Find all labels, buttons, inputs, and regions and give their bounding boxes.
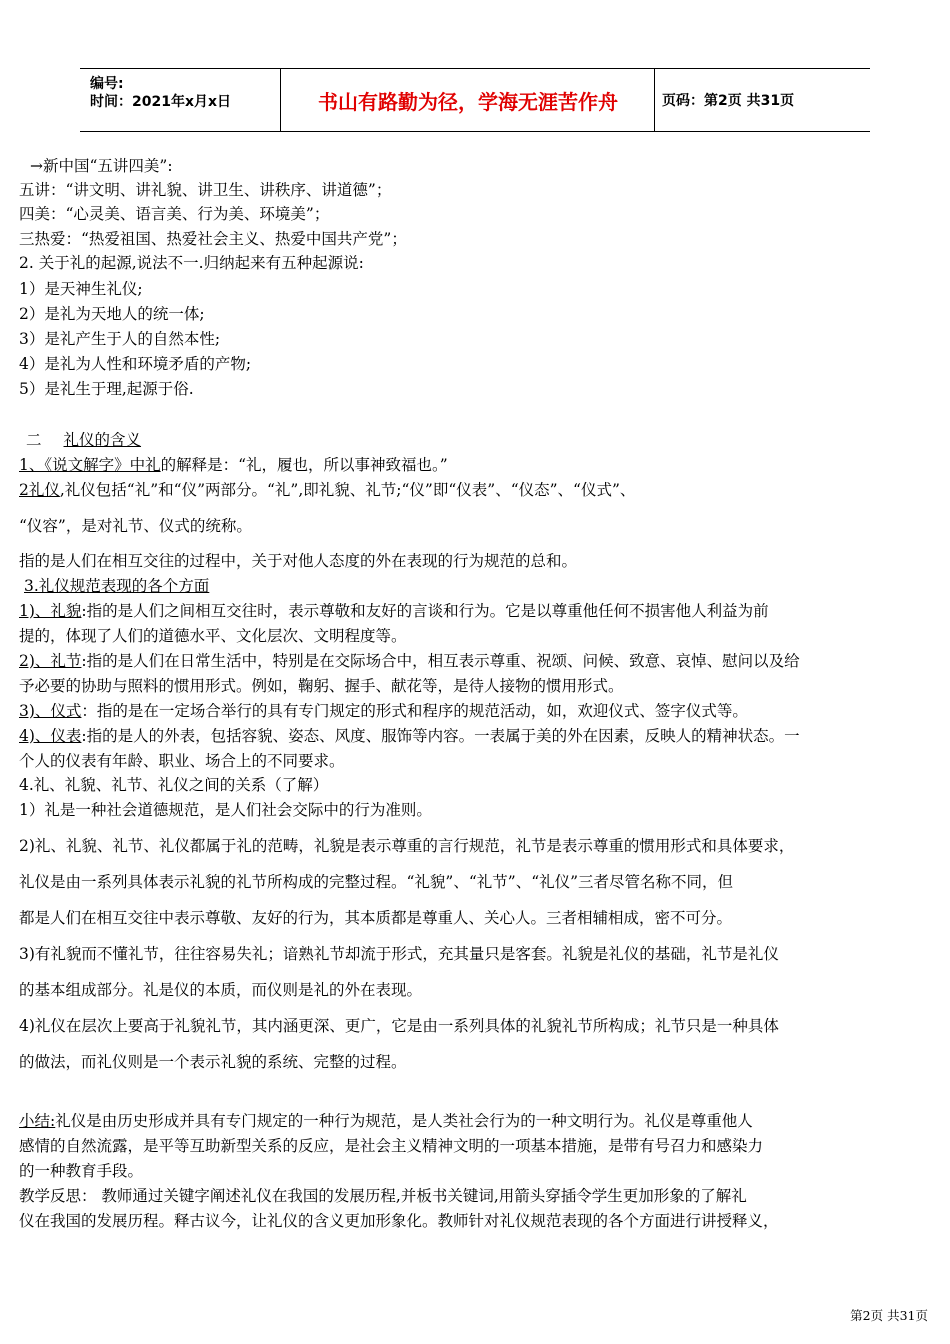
section-4-heading: 4.礼、礼貌、礼节、礼仪之间的关系（了解） (19, 776, 329, 794)
definition-2-label: 2礼仪 (19, 481, 60, 499)
aspect-courtesy (19, 601, 769, 621)
section-3-heading: 3.礼仪规范表现的各个方面 (24, 577, 210, 595)
aspect-ceremony-text: ：指的是在一定场合举行的具有专门规定的形式和程序的规范活动，如，欢迎仪式、签字仪式等。 (81, 702, 748, 720)
line-new-china: →新中国“五讲四美”: (30, 157, 173, 175)
number-label: 编号: (90, 76, 124, 92)
relation-3: 3)有礼貌而不懂礼节，往往容易失礼；谙熟礼节却流于形式，充其量只是客套。礼貌是礼仪的基础，礼节是礼仪 (19, 945, 779, 963)
section-2-heading (26, 430, 141, 450)
summary-label: 小结: (19, 1112, 56, 1130)
section-2-number: 二 (26, 431, 42, 449)
aspect-courtesy-cont: 提的，体现了人们的道德水平、文化层次、文明程度等。 (19, 627, 407, 645)
aspect-appearance-label: 4)、仪表 (19, 727, 82, 745)
aspect-courtesy-text: :指的是人们之间相互交往时，表示尊敬和友好的言谈和行为。它是以尊重他任何不损害他人利益为前 (81, 602, 769, 620)
definition-1-label: 1、《说文解字》中礼 (19, 456, 161, 474)
origin-item: 1）是天神生礼仪; (19, 280, 143, 298)
aspect-etiquette-text: :指的是人们在日常生活中，特别是在交际场合中，相互表示尊重、祝颂、问候、致意、哀悼、慰问以及给 (81, 652, 800, 670)
relation-4: 4)礼仪在层次上要高于礼貌礼节，其内涵更深、更广，它是由一系列具体的礼貌礼节所构成；礼节只是一种具体 (19, 1017, 779, 1035)
section-2-title: 礼仪的含义 (63, 431, 142, 449)
reflection: 教学反思： 教师通过关键字阐述礼仪在我国的发展历程,并板书关键词,用箭头穿插令学生更加形象的了解礼 (19, 1187, 747, 1205)
definition-1 (19, 455, 448, 475)
line-origin-heading: 2. 关于礼的起源,说法不一.归纳起来有五种起源说: (19, 254, 364, 272)
reflection-cont: 仪在我国的发展历程。释古议今，让礼仪的含义更加形象化。教师针对礼仪规范表现的各个方面进行讲授释义， (19, 1212, 779, 1230)
definition-summary: 指的是人们在相互交往的过程中，关于对他人态度的外在表现的行为规范的总和。 (19, 552, 578, 570)
summary-cont: 的一种教育手段。 (19, 1162, 144, 1180)
aspect-etiquette (19, 651, 800, 671)
definition-2-text: ,礼仪包括“礼”和“仪”两部分。“礼”,即礼貌、礼节;“仪”即“仪表”、“仪态”、“仪式”、 (59, 481, 636, 499)
origin-item: 4）是礼为人性和环境矛盾的产物; (19, 355, 252, 373)
origin-item: 2）是礼为天地人的统一体; (19, 305, 205, 323)
page-footer: 第2页 共31页 (850, 1308, 928, 1323)
relation-2-cont: 都是人们在相互交往中表示尊敬、友好的行为，其本质都是尊重人、关心人。三者相辅相成，密不可分。 (19, 909, 733, 927)
origin-item: 3）是礼产生于人的自然本性; (19, 330, 221, 348)
aspect-etiquette-cont: 予必要的协助与照料的惯用形式。例如，鞠躬、握手、献花等，是待人接物的惯用形式。 (19, 677, 624, 695)
header-page-label: 页码：第2页 共31页 (662, 93, 795, 109)
relation-2-cont: 礼仪是由一系列具体表示礼貌的礼节所构成的完整过程。“礼貌”、“礼节”、“礼仪”三者尽管名称不同，但 (19, 873, 734, 891)
relation-3-cont: 的基本组成部分。礼是仪的本质，而仪则是礼的外在表现。 (19, 981, 423, 999)
aspect-appearance-text: :指的是人的外表，包括容貌、姿态、风度、服饰等内容。一表属于美的外在因素，反映人的精神状态。一 (81, 727, 800, 745)
line-four-beauties: 四美：“心灵美、语言美、行为美、环境美”； (19, 205, 330, 223)
header-divider (654, 69, 655, 131)
time-label: 时间：2021年x月x日 (90, 94, 232, 110)
origin-item: 5）是礼生于理,起源于俗. (19, 380, 194, 398)
header-motto: 书山有路勤为径，学海无涯苦作舟 (318, 90, 618, 114)
summary (19, 1111, 753, 1131)
definition-1-text: 的解释是：“礼，履也，所以事神致福也。” (160, 456, 448, 474)
aspect-courtesy-label: 1)、礼貌 (19, 602, 82, 620)
aspect-ceremony (19, 701, 748, 721)
aspect-etiquette-label: 2)、礼节 (19, 652, 82, 670)
aspect-appearance-cont: 个人的仪表有年龄、职业、场合上的不同要求。 (19, 752, 345, 770)
header-meta (90, 75, 231, 111)
relation-4-cont: 的做法，而礼仪则是一个表示礼貌的系统、完整的过程。 (19, 1053, 407, 1071)
aspect-ceremony-label: 3)、仪式 (19, 702, 82, 720)
definition-2 (19, 480, 635, 500)
line-five-stresses: 五讲：“讲文明、讲礼貌、讲卫生、讲秩序、讲道德”； (19, 181, 392, 199)
relation-1: 1）礼是一种社会道德规范，是人们社会交际中的行为准则。 (19, 801, 432, 819)
relation-2: 2)礼、礼貌、礼节、礼仪都属于礼的范畴，礼貌是表示尊重的言行规范，礼节是表示尊重的惯用形式和具体要求， (19, 837, 795, 855)
aspect-appearance (19, 726, 800, 746)
header-divider (280, 69, 281, 131)
line-three-loves: 三热爱：“热爱祖国、热爱社会主义、热爱中国共产党”； (19, 230, 407, 248)
summary-cont: 感情的自然流露，是平等互助新型关系的反应，是社会主义精神文明的一项基本措施，是带有号召力和感染力 (19, 1137, 764, 1155)
summary-text: 礼仪是由历史形成并具有专门规定的一种行为规范，是人类社会行为的一种文明行为。礼仪是尊重他人 (55, 1112, 753, 1130)
definition-2-cont: “仪容”，是对礼节、仪式的统称。 (19, 517, 252, 535)
